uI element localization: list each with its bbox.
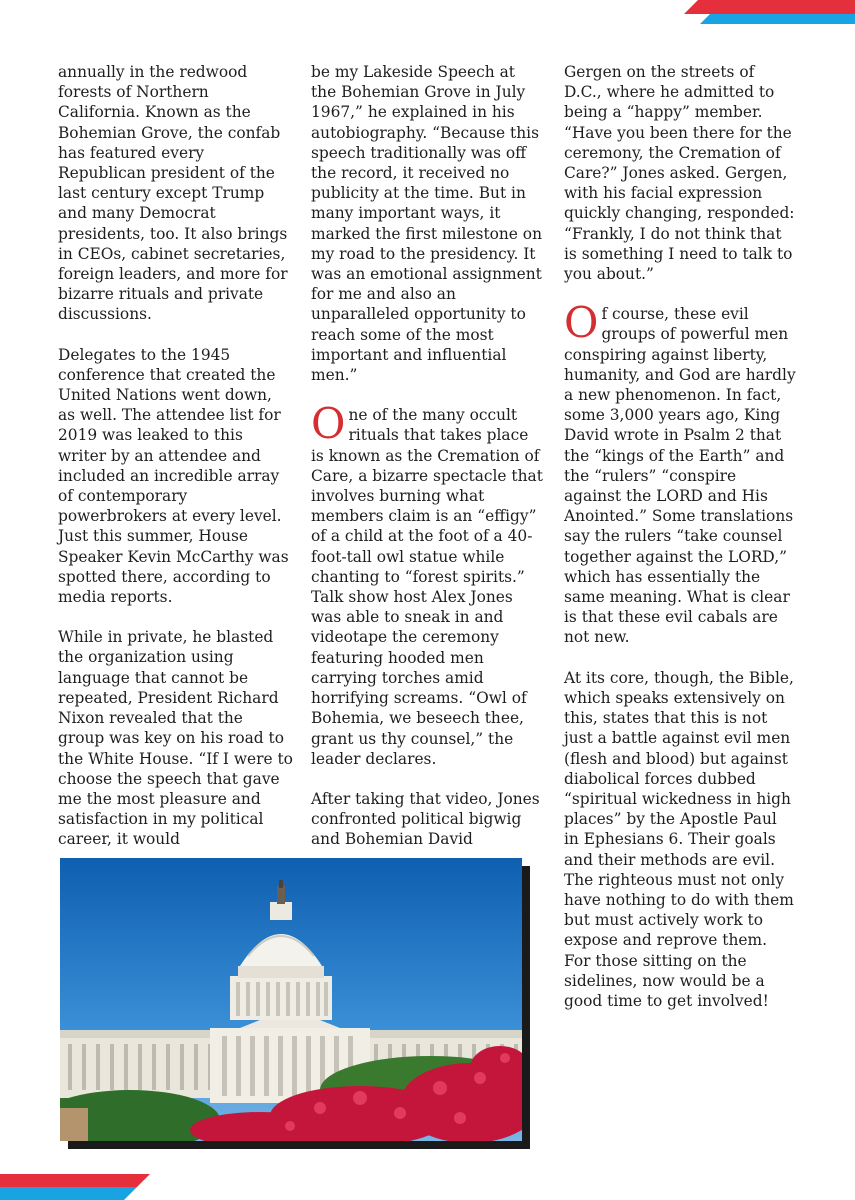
col2-paragraph-2-text: ne of the many occult rituals that takes place is known as the Cremation of Care, a bizarre spectacle that involves burning what members claim is an “effigy” of a child at the foot of a 40-foot-tall owl statue while chanting to “forest spirits.” Talk show host Alex Jones was able to sneak in and videotape the ceremony featuring hooded men carrying torches amid horrifying screams. “Owl of Bohemia, we beseech thee, grant us thy counsel,” the leader declares. <box>311 406 543 768</box>
col2-paragraph-1: be my Lakeside Speech at the Bohemian Grove in July 1967,” he explained in his autobiography. “Because this speech traditionally was off the record, it received no publicity at the time. But in many important ways, it marked the first milestone on my road to the presidency. It was an emotional assignment for me and also an unparalleled opportunity to reach some of the most important and influential men.” <box>311 63 542 385</box>
top-blue-stripe <box>700 14 855 24</box>
bottom-red-stripe <box>0 1174 150 1187</box>
dropcap-letter: O <box>311 399 346 449</box>
text-column-1 <box>58 62 293 870</box>
capitol-image <box>60 858 522 1141</box>
text-column-3 <box>564 62 796 1031</box>
col3-paragraph-1: Gergen on the streets of D.C., where he admitted to being a “happy” member. “Have you been there for the ceremony, the Cremation of Care?” Jones asked. Gergen, with his facial expression quickly changing, responded: “Frankly, I do not think that is something I need to talk to you about.” <box>564 63 795 284</box>
col1-paragraph-3: While in private, he blasted the organization using language that cannot be repeated, President Richard Nixon revealed that the group was key on his road to the White House. “If I were to choose the speech that gave me the most pleasure and satisfaction in my political career, it would <box>58 628 293 849</box>
top-red-stripe <box>684 0 855 14</box>
col3-paragraph-3: At its core, though, the Bible, which speaks extensively on this, states that this is not just a battle against evil men (flesh and blood) but against diabolical forces dubbed “spiritual wickedness in high places” by the Apostle Paul in Ephesians 6. Their goals and their methods are evil. The righteous must not only have nothing to do with them but must actively work to expose and reprove them. For those sitting on the sidelines, now would be a good time to get involved! <box>564 668 794 1010</box>
bottom-blue-stripe <box>0 1187 137 1200</box>
col2-paragraph-2 <box>311 399 545 769</box>
col3-paragraph-2 <box>564 298 796 647</box>
col1-paragraph-2: Delegates to the 1945 conference that created the United Nations went down, as well. The attendee list for 2019 was leaked to this writer by an attendee and included an incredible array of contemporary powerbrokers at every level. Just this summer, House Speaker Kevin McCarthy was spotted there, according to media reports. <box>58 345 289 607</box>
col1-paragraph-1: annually in the redwood forests of Northern California. Known as the Bohemian Grove, the confab has featured every Republican president of the last century except Trump and many Democrat presidents, too. It also brings in CEOs, cabinet secretaries, foreign leaders, and more for bizarre rituals and private discussions. <box>58 63 288 324</box>
col3-paragraph-2-text: f course, these evil groups of powerful men conspiring against liberty, humanity, and God are hardly a new phenomenon. In fact, some 3,000 years ago, King David wrote in Psalm 2 that the “kings of the Earth” and the “rulers” “conspire against the LORD and His Anointed.” Some translations say the rulers “take counsel together against the LORD,” which has essentially the same meaning. What is clear is that these evil cabals are not new. <box>564 305 796 647</box>
capitol-photo <box>60 858 522 1141</box>
dropcap-letter: O <box>564 298 599 348</box>
text-column-2 <box>311 62 545 870</box>
col2-paragraph-3: After taking that video, Jones confronted political bigwig and Bohemian David <box>311 789 540 849</box>
